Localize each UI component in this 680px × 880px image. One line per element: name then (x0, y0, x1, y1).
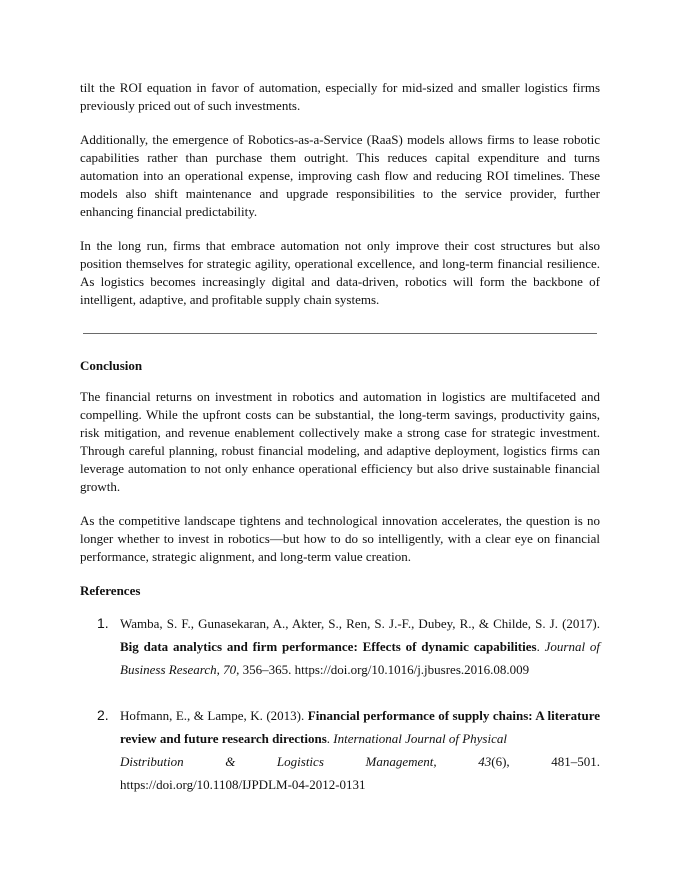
reference-issue-pages: (6), 481–501. (491, 754, 600, 769)
reference-item: 1. Wamba, S. F., Gunasekaran, A., Akter, S., Ren, S. J.-F., Dubey, R., & Childe, S. J. (2017). Big data analytics and firm performance: Effects of dynamic capabilities. Journal of Business Research, 70, 356–365. https://doi.org/10.1016/j.jbusres.2016.08.009 (80, 612, 600, 681)
conclusion-paragraph: The financial returns on investment in robotics and automation in logistics are multifaceted and compelling. While the upfront costs can be substantial, the long-term savings, productivity gains, risk mitigation, and revenue enablement collectively make a strong case for strategic investment. Through careful planning, robust financial modeling, and adaptive deployment, logistics firms can leverage automation to not only enhance operational efficiency but also drive sustainable financial growth. (80, 389, 600, 494)
reference-pages: , 356–365. (236, 662, 292, 677)
reference-journal-line (120, 750, 600, 773)
reference-title: Financial performance of supply chains: A literature review and future research directions (120, 708, 601, 746)
reference-number: 1. (97, 615, 109, 631)
reference-item: 2. Hofmann, E., & Lampe, K. (2013). Financial performance of supply chains: A literature review and future research directions. International Journal of Physical Distribution & Logistics Management, 43(6), 481–501. https://doi.org/10.1108/IJPDLM-04-2012-0131 (80, 704, 600, 796)
reference-journal-word: Distribution (120, 754, 184, 769)
reference-volume: 43 (478, 754, 492, 769)
reference-journal-word: Management, (365, 754, 437, 769)
reference-journal-word: Logistics (276, 754, 324, 769)
reference-journal: Journal of Business Research, 70 (120, 639, 601, 677)
reference-number: 2. (97, 707, 109, 723)
reference-doi-link[interactable]: https://doi.org/10.1016/j.jbusres.2016.08.009 (294, 662, 530, 677)
reference-authors: Wamba, S. F., Gunasekaran, A., Akter, S., Ren, S. J.-F., Dubey, R., & Childe, S. J. (2017). (120, 616, 600, 631)
body-paragraph: Additionally, the emergence of Robotics-as-a-Service (RaaS) models allows firms to lease robotic capabilities rather than purchase them outright. This reduces capital expenditure and turns automation into an operational expense, improving cash flow and reducing ROI timelines. These models also shift maintenance and upgrade responsibilities to the service provider, further enhancing financial predictability. (80, 132, 600, 219)
reference-doi-link[interactable]: https://doi.org/10.1108/IJPDLM-04-2012-0131 (120, 777, 366, 792)
section-divider (83, 333, 597, 334)
body-paragraph: In the long run, firms that embrace automation not only improve their cost structures but also position themselves for strategic agility, operational excellence, and long-term financial resilience. As logistics becomes increasingly digital and data-driven, robotics will form the backbone of intelligent, adaptive, and profitable supply chain systems. (80, 238, 600, 307)
references-heading: References (80, 583, 141, 598)
body-paragraph: tilt the ROI equation in favor of automation, especially for mid-sized and smaller logistics firms previously priced out of such investments. (80, 80, 600, 113)
conclusion-paragraph: As the competitive landscape tightens and technological innovation accelerates, the question is no longer whether to invest in robotics—but how to do so intelligently, with a clear eye on financial performance, strategic alignment, and long-term value creation. (80, 513, 600, 564)
reference-authors: Hofmann, E., & Lampe, K. (2013). (120, 708, 305, 723)
conclusion-heading: Conclusion (80, 358, 143, 373)
reference-journal: International Journal of Physical (333, 731, 507, 746)
references-list (80, 612, 600, 796)
reference-journal-word: & (225, 754, 236, 769)
reference-title: Big data analytics and firm performance: Effects of dynamic capabilities (120, 639, 537, 654)
